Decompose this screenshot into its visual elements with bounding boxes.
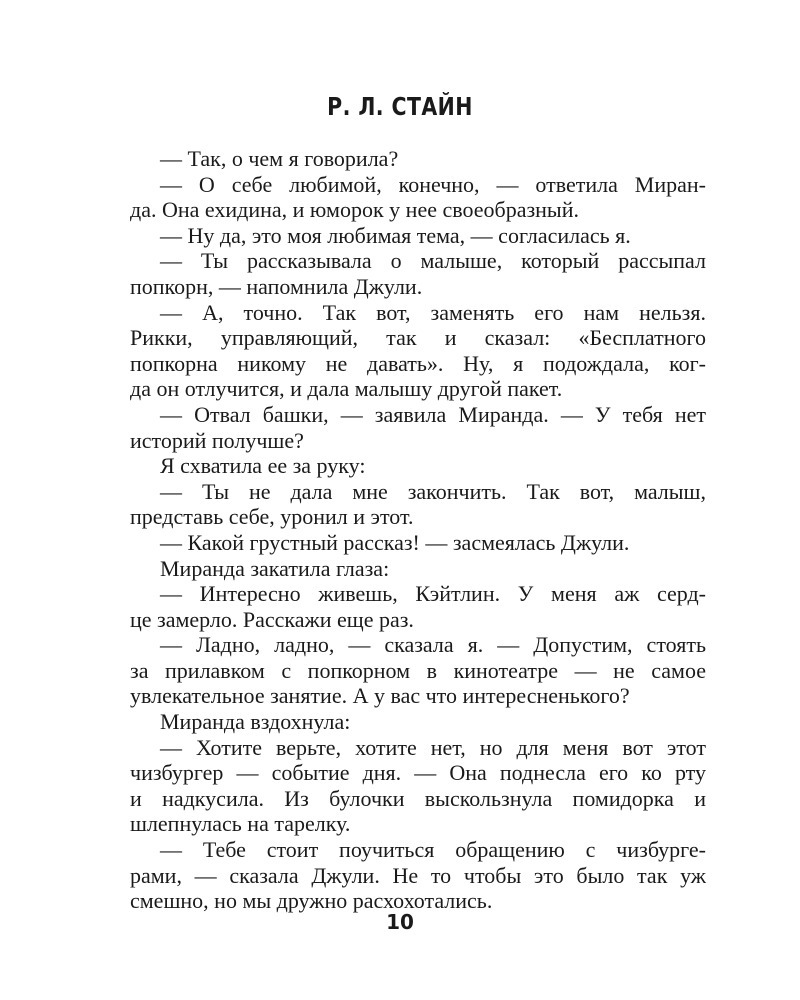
text-line: — Какой грустный рассказ! — засмеялась Джули. <box>160 529 630 555</box>
text-line: — Ты не дала мне закончить. Так вот, малыш, <box>160 478 706 504</box>
text-line: — Отвал башки, — заявила Миранда. — У тебя нет <box>160 401 706 427</box>
text-line: — Хотите верьте, хотите нет, но для меня вот этот <box>160 734 706 760</box>
text-line: — Интересно живешь, Кэйтлин. У меня аж серд- <box>160 581 706 607</box>
text-line: — Тебе стоит поучиться обращению с чизбурге- <box>160 837 706 863</box>
running-header-author: Р. Л. СТАЙН <box>327 92 473 121</box>
text-line: смешно, но мы дружно расхохотались. <box>130 888 493 914</box>
text-line: чизбургер — событие дня. — Она поднесла его ко рту <box>130 760 706 786</box>
text-line: — Ладно, ладно, — сказала я. — Допустим, стоять <box>160 632 706 658</box>
text-line: Рикки, управляющий, так и сказал: «Бесплатного <box>130 325 706 351</box>
text-line: увлекательное занятие. А у вас что интересненького? <box>130 683 630 709</box>
text-line: — Ты рассказывала о малыше, который рассыпал <box>160 248 706 274</box>
body-text <box>130 146 706 914</box>
text-line: Я схватила ее за руку: <box>160 453 366 479</box>
text-line: за прилавком с попкорном в кинотеатре — не самое <box>130 657 706 683</box>
text-line: це замерло. Расскажи еще раз. <box>130 606 414 632</box>
text-line: представь себе, уронил и этот. <box>130 504 414 530</box>
text-line: Миранда закатила глаза: <box>160 555 390 581</box>
text-line: рами, — сказала Джули. Не то чтобы это было так уж <box>130 862 706 888</box>
text-line: и надкусила. Из булочки выскользнула помидорка и <box>130 785 706 811</box>
text-line: историй получше? <box>130 427 304 453</box>
text-line: Миранда вздохнула: <box>160 709 351 735</box>
page-number: 10 <box>386 910 414 934</box>
text-line: — Так, о чем я говорила? <box>160 146 399 171</box>
text-line: — А, точно. Так вот, заменять его нам нельзя. <box>160 299 706 325</box>
text-line: да он отлучится, и дала малышу другой пакет. <box>130 376 563 402</box>
text-line: шлепнулась на тарелку. <box>130 811 351 837</box>
text-line: — О себе любимой, конечно, — ответила Миран- <box>160 171 706 197</box>
text-line: попкорна никому не давать». Ну, я подождала, ког- <box>130 350 706 376</box>
text-line: да. Она ехидина, и юморок у нее своеобразный. <box>130 197 579 223</box>
text-line: — Ну да, это моя любимая тема, — согласилась я. <box>160 222 631 248</box>
text-line: попкорн, — напомнила Джули. <box>130 273 423 299</box>
